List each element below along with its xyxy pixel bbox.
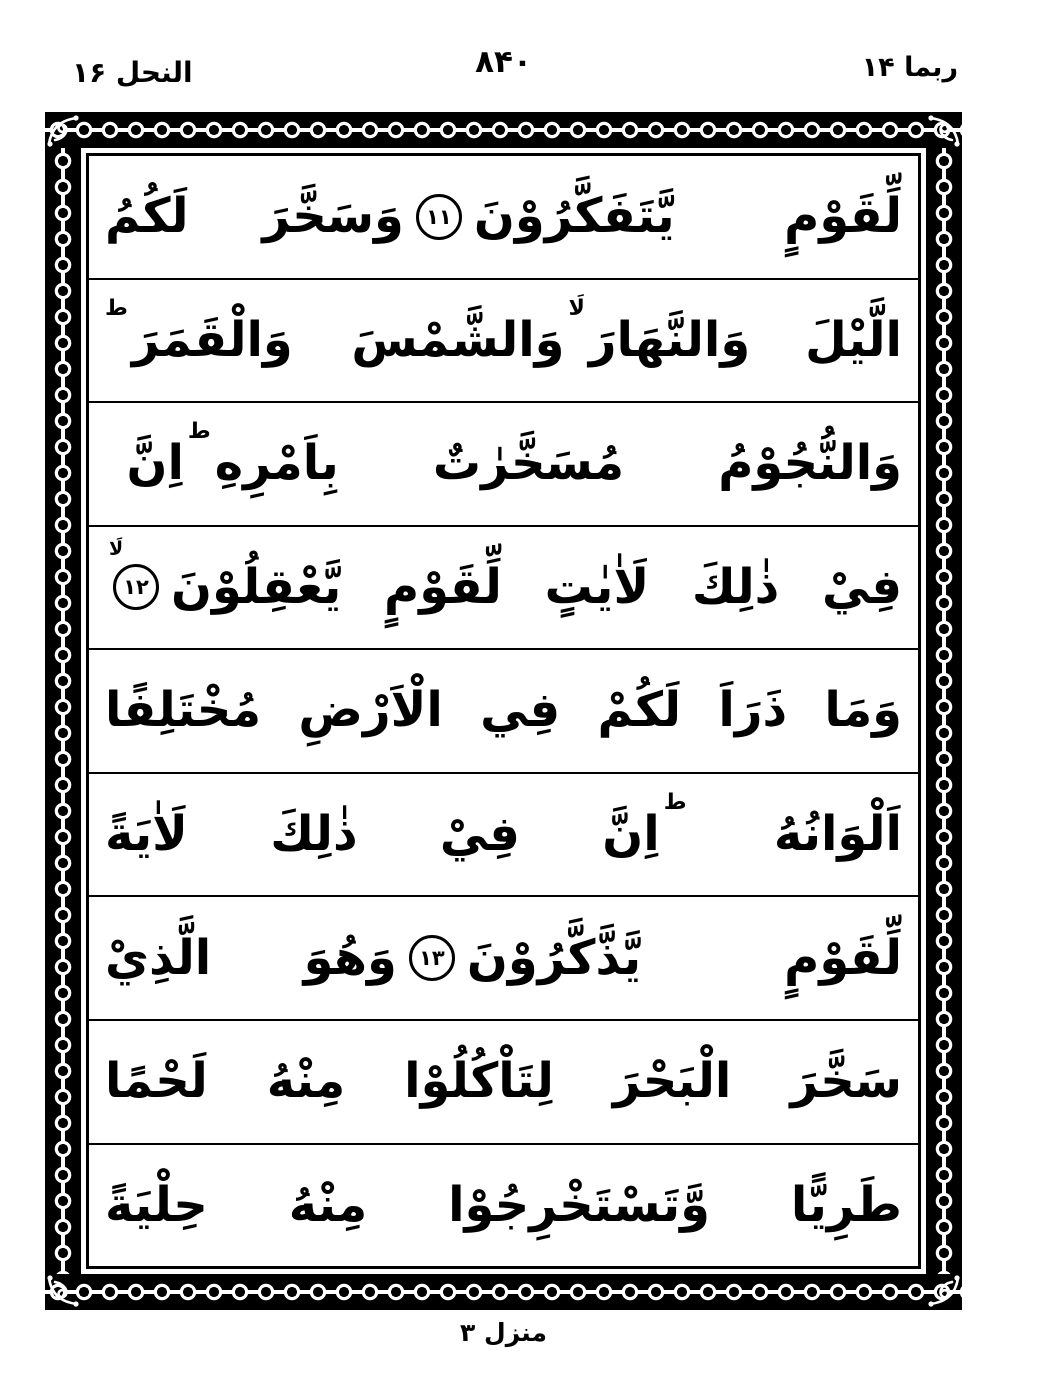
pause-mark: ط: [187, 419, 211, 445]
pause-mark: ط: [105, 295, 128, 321]
page-number: ۸۴۰: [475, 44, 532, 80]
quran-line: [89, 1145, 918, 1267]
ayah-text: لِّقَوْمٍ يَّذَّكَّرُوْنَ: [466, 929, 902, 986]
quran-rows: [86, 153, 921, 1269]
manzil-label: منزل ۳: [460, 1318, 547, 1347]
border-chain-ornament-bottom: [45, 1274, 962, 1310]
ayah-text: اِنَّ فِيْ ذٰلِكَ لَاٰيَةً: [105, 806, 660, 862]
verse-number-circle: ۱۱: [416, 194, 462, 240]
verse-number-marker: [109, 538, 159, 610]
border-chain-ornament-left: [45, 148, 81, 1274]
ayah-text: الَّيْلَ وَالنَّهَارَ: [588, 311, 902, 368]
ayah-text: وَالنُّجُوْمُ مُسَخَّرٰتٌ بِاَمْرِهِ: [214, 435, 902, 492]
quran-line: [89, 897, 918, 1021]
ayah-text: اِنَّ: [126, 435, 184, 492]
text-panel: [81, 148, 926, 1274]
ornamental-frame: [45, 112, 962, 1310]
quran-line: [89, 156, 918, 280]
corner-flourish-icon: [45, 1274, 81, 1310]
pause-mark: ط: [663, 789, 687, 815]
corner-flourish-icon: [926, 1274, 962, 1310]
quran-line: [89, 280, 918, 404]
juz-name-label: ربما ۱۴: [861, 52, 958, 83]
ayah-text: فِيْ ذٰلِكَ لَاٰيٰتٍ لِّقَوْمٍ يَّعْقِلُوْنَ: [171, 558, 902, 615]
quran-line: [89, 527, 918, 651]
quran-line: [89, 1021, 918, 1145]
verse-number-circle: ۱۲: [113, 564, 159, 610]
ayah-text: طَرِيًّا وَّتَسْتَخْرِجُوْا مِنْهُ حِلْيَةً: [105, 1176, 902, 1233]
corner-flourish-icon: [45, 112, 81, 148]
verse-number-marker: [416, 194, 462, 240]
verse-number-marker: [409, 935, 455, 981]
ayah-text: اَلْوَانُهُ: [773, 806, 902, 862]
ayah-text: وَهُوَ الَّذِيْ: [105, 929, 397, 986]
ayah-text: سَخَّرَ الْبَحْرَ لِتَاْكُلُوْا مِنْهُ لَحْمًا: [105, 1053, 902, 1110]
quran-line: [89, 650, 918, 774]
border-chain-ornament-right: [926, 148, 962, 1274]
surah-name-label: النحل ۱۶: [72, 56, 193, 89]
quran-line: [89, 774, 918, 898]
quran-line: [89, 403, 918, 527]
ayah-text: وَمَا ذَرَاَ لَكُمْ فِي الْاَرْضِ مُخْتَلِفًا: [105, 682, 902, 739]
border-chain-ornament-top: [45, 112, 962, 148]
verse-number-circle: ۱۳: [409, 935, 455, 981]
ayah-text: وَالشَّمْسَ وَالْقَمَرَ: [131, 311, 565, 368]
ayah-text: لِّقَوْمٍ يَّتَفَكَّرُوْنَ: [473, 188, 902, 245]
pause-mark: لَا: [109, 538, 124, 561]
pause-mark: لَا: [568, 295, 585, 321]
ayah-text: وَسَخَّرَ لَكُمُ: [105, 188, 404, 245]
corner-flourish-icon: [926, 112, 962, 148]
